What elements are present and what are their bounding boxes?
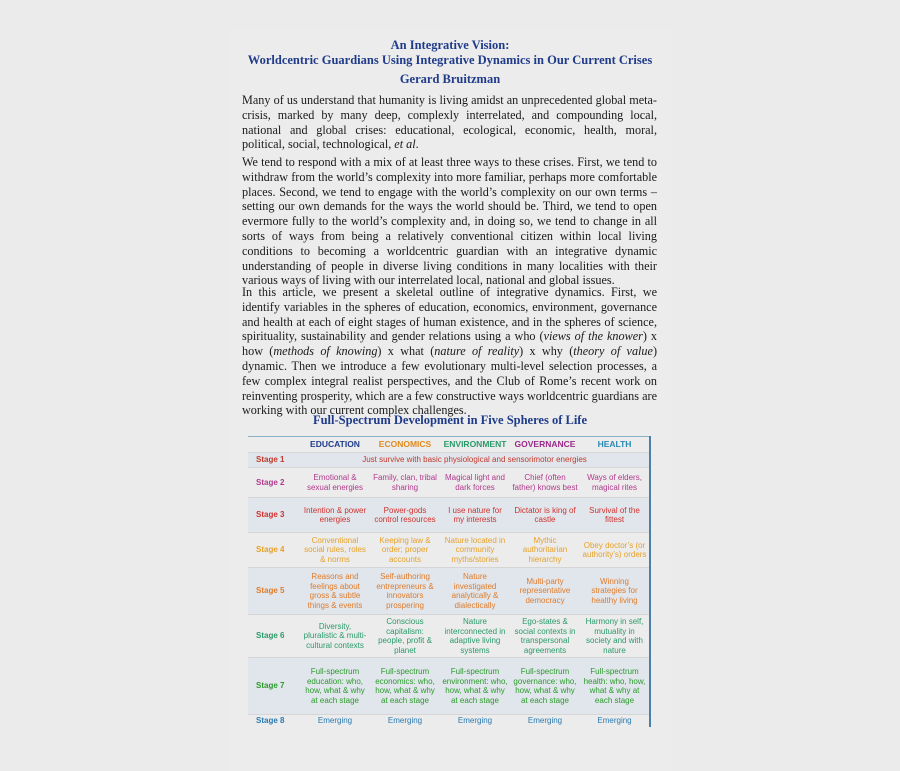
table-cell: Full-spectrum economics: who, how, what & why at each stage [370,658,440,715]
table-row [248,658,650,715]
table-cell: Full-spectrum health: who, how, what & why at each stage [580,658,650,715]
spheres-table [248,436,651,727]
table-cell: Emerging [370,715,440,727]
table-cell: Ego-states & social contexts in transpersonal agreements [510,615,580,658]
paragraph-2: We tend to respond with a mix of at least three ways to these crises. First, we tend to withdraw from the world’s complexity into more familiar, perhaps more comfortable places. Second, we tend to engage with the world’s complexity on our own terms – setting our own demands for the ways the world should be. Third, we tend to open evermore fully to the world’s complexity and, in doing so, we tend to change in all sorts of ways from being a relatively conventional citizen within local living conditions to becoming a worldcentric guardian with an integrative dynamic understanding of people in diverse living conditions in many localities with their various ways of living with our interrelated local, national and global issues. [242,155,657,288]
header-governance: GOVERNANCE [514,438,576,449]
table-cell: Reasons and feelings about gross & subtle things & events [300,568,370,615]
table-cell: Ways of elders, magical rites [580,468,650,498]
table-cell: Emerging [440,715,510,727]
stage-label: Stage 1 [248,453,300,468]
table-cell: Mythic authoritarian hierarchy [510,533,580,568]
stage-label: Stage 4 [248,533,300,568]
table-row [248,568,650,615]
table-cell: Just survive with basic physiological and sensorimotor energies [300,453,650,468]
table-cell: Power-gods control resources [370,498,440,533]
table-header-row [248,437,650,453]
table-cell: Nature interconnected in adaptive living systems [440,615,510,658]
header-education: EDUCATION [310,438,360,449]
table-cell: Multi-party representative democracy [510,568,580,615]
table-cell: Winning strategies for healthy living [580,568,650,615]
table-cell: I use nature for my interests [440,498,510,533]
header-health: HEALTH [597,438,632,449]
author: Gerard Bruitzman [399,72,501,86]
stage-label: Stage 2 [248,468,300,498]
header-environment: ENVIRONMENT [443,438,507,449]
table-cell: Diversity, pluralistic & multi-cultural contexts [300,615,370,658]
table-cell: Magical light and dark forces [440,468,510,498]
stage-label: Stage 5 [248,568,300,615]
table-cell: Self-authoring entrepreneurs & innovators prospering [370,568,440,615]
table-cell: Full-spectrum environment: who, how, what & why at each stage [440,658,510,715]
paragraph-3: In this article, we present a skeletal outline of integrative dynamics. First, we identify variables in the spheres of education, economics, environment, governance and health at each of eight stages of human existence, and in the spheres of science, spirituality, sustainability and gender relations using a who (views of the knower) x how (methods of knowing) x what (nature of reality) x why (theory of value) dynamic. Then we introduce a few evolutionary multi-level selection processes, a few complex integral realist perspectives, and the Club of Rome’s recent work on reinventing prosperity, which are a few constructive ways worldcentric guardians are working with our current complex challenges. [242,285,657,418]
table-row [248,453,650,468]
paragraph-1: Many of us understand that humanity is living amidst an unprecedented global meta-crisis, marked by many deep, complexly interrelated, and compounding local, national and global crises: educational, ecological, economic, health, moral, political, social, technological, et al. [242,93,657,152]
stage-label: Stage 6 [248,615,300,658]
table-cell: Emotional & sexual energies [300,468,370,498]
table-cell: Family, clan, tribal sharing [370,468,440,498]
stage-label: Stage 7 [248,658,300,715]
table-title: Full-Spectrum Development in Five Spheres of Life [312,413,588,427]
table-cell: Harmony in self, mutuality in society and with nature [580,615,650,658]
table-row [248,498,650,533]
table-cell: Nature located in community myths/stories [440,533,510,568]
table-row [248,715,650,727]
table-cell: Dictator is king of castle [510,498,580,533]
stage-label: Stage 8 [248,715,300,727]
table-cell: Obey doctor’s (or authority’s) orders [580,533,650,568]
table-cell: Chief (often father) knows best [510,468,580,498]
table-cell: Emerging [580,715,650,727]
table-cell: Intention & power energies [300,498,370,533]
table-cell: Emerging [510,715,580,727]
header-blank [248,437,300,453]
table-cell: Keeping law & order; proper accounts [370,533,440,568]
table-cell: Nature investigated analytically & dialectically [440,568,510,615]
title-line-1: An Integrative Vision: [390,38,510,52]
table-cell: Conscious capitalism: people, profit & planet [370,615,440,658]
table-row [248,468,650,498]
stage-label: Stage 3 [248,498,300,533]
title-line-2: Worldcentric Guardians Using Integrative Dynamics in Our Current Crises [247,53,653,67]
table-cell: Full-spectrum education: who, how, what & why at each stage [300,658,370,715]
table-cell: Emerging [300,715,370,727]
header-economics: ECONOMICS [378,438,432,449]
table-cell: Full-spectrum governance: who, how, what & why at each stage [510,658,580,715]
table-row [248,533,650,568]
table-cell: Conventional social rules, roles & norms [300,533,370,568]
table-row [248,615,650,658]
table-cell: Survival of the fittest [580,498,650,533]
